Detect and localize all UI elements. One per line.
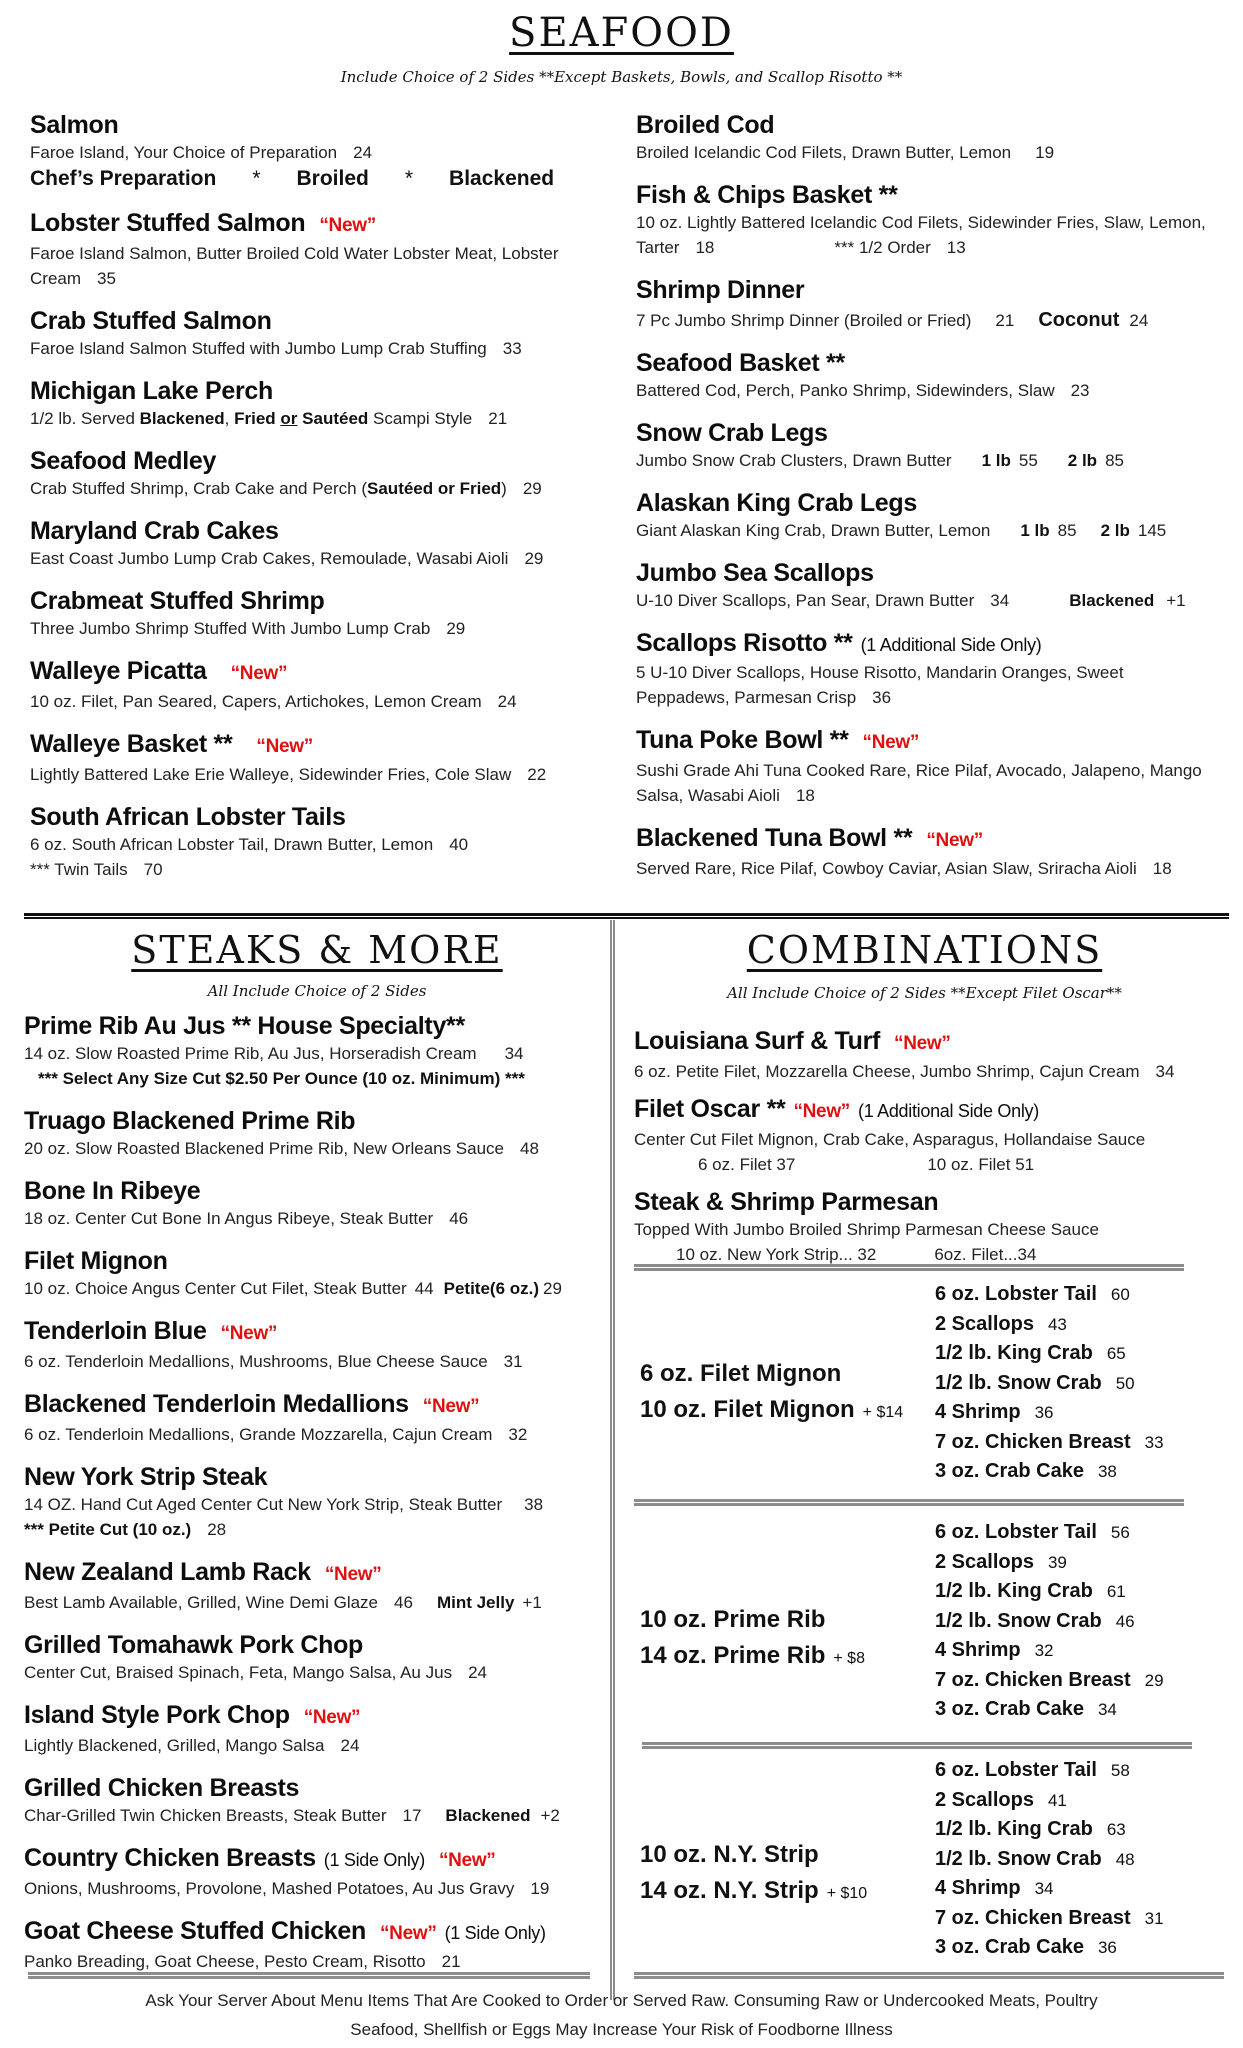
menu-item	[30, 729, 610, 787]
item-name: Louisiana Surf & Turf “New”	[634, 1027, 951, 1055]
item-desc: Char-Grilled Twin Chicken Breasts, Steak Butter 17 Blackened +2	[24, 1806, 560, 1825]
item-price: 21	[995, 311, 1015, 330]
item-price: 24	[468, 1663, 487, 1682]
addon-item: 1/2 lb. King Crab 63	[935, 1818, 1126, 1840]
item-desc: Jumbo Snow Crab Clusters, Drawn Butter 1 lb 55 2 lb 85	[636, 451, 1124, 470]
menu-item	[24, 1011, 610, 1091]
combo-grid-filet	[640, 1276, 1200, 1491]
item-name: Michigan Lake Perch	[30, 377, 273, 405]
item-price: 17	[402, 1806, 422, 1825]
menu-item	[30, 802, 610, 882]
menu-item	[24, 1316, 610, 1374]
item-desc: 10 oz. Choice Angus Center Cut Filet, Steak Butter 44 Petite(6 oz.) 29	[24, 1279, 562, 1298]
menu-item	[636, 180, 1226, 260]
side-note: (1 Additional Side Only)	[858, 1101, 1039, 1121]
combo-base: 10 oz. Prime Rib 14 oz. Prime Rib + $8	[640, 1606, 865, 1669]
combo-divider	[634, 1499, 1184, 1506]
item-price: 22	[527, 765, 547, 784]
addon-item: 2 Scallops 39	[935, 1550, 1067, 1573]
steaks-column	[24, 1011, 610, 1989]
item-price: 24	[340, 1736, 360, 1755]
item-name: Fish & Chips Basket **	[636, 181, 898, 209]
item-price: 18	[795, 786, 815, 805]
menu-item	[24, 1106, 610, 1161]
item-name: Steak & Shrimp Parmesan	[634, 1188, 939, 1216]
item-desc: Giant Alaskan King Crab, Drawn Butter, Lemon 1 lb 85 2 lb 145	[636, 521, 1167, 540]
upcharge: + $10	[826, 1885, 868, 1902]
item-price: 38	[524, 1495, 544, 1514]
item-desc: Battered Cod, Perch, Panko Shrimp, Sidewinders, Slaw 23	[636, 381, 1090, 400]
item-desc: Topped With Jumbo Broiled Shrimp Parmesan Cheese Sauce	[634, 1220, 1099, 1239]
item-name: Seafood Medley	[30, 447, 217, 475]
item-desc: 1/2 lb. Served Blackened, Fried or Sautéed Scampi Style 21	[30, 409, 508, 428]
new-badge: “New”	[422, 1396, 480, 1417]
item-price: 34	[504, 1044, 524, 1063]
combo-base: 6 oz. Filet Mignon 10 oz. Filet Mignon + $14	[640, 1360, 904, 1423]
new-badge: “New”	[438, 1850, 496, 1871]
menu-item	[30, 208, 610, 291]
item-desc: Center Cut, Braised Spinach, Feta, Mango Salsa, Au Jus 24	[24, 1663, 487, 1682]
item-price: 21	[488, 409, 508, 428]
item-price: 19	[530, 1879, 550, 1898]
menu-item	[636, 823, 1226, 881]
item-extra: *** 1/2 Order	[834, 238, 931, 257]
item-price: 34	[990, 591, 1010, 610]
item-desc: Faroe Island Salmon, Butter Broiled Cold Water Lobster Meat, Lobster Cream 35	[30, 244, 559, 288]
menu-item	[634, 1187, 1229, 1267]
item-name: Prime Rib Au Jus ** House Specialty**	[24, 1012, 465, 1040]
item-price: 48	[520, 1139, 539, 1158]
menu-item	[636, 558, 1226, 613]
combo-grid-ny-strip	[640, 1752, 1200, 1967]
item-name: Seafood Basket **	[636, 349, 845, 377]
item-name: Walleye Basket ** “New”	[30, 730, 313, 758]
item-name: Truago Blackened Prime Rib	[24, 1107, 356, 1135]
new-badge: “New”	[324, 1564, 382, 1585]
item-name: Grilled Tomahawk Pork Chop	[24, 1631, 364, 1659]
menu-item	[636, 628, 1226, 710]
addon-item: 4 Shrimp 32	[935, 1639, 1054, 1661]
item-desc: U-10 Diver Scallops, Pan Sear, Drawn Butter 34 Blackened +1	[636, 591, 1186, 610]
item-desc: 5 U-10 Diver Scallops, House Risotto, Mandarin Oranges, Sweet Peppadews, Parmesan Crisp 36	[636, 663, 1124, 707]
addon-item: 1/2 lb. King Crab 61	[935, 1580, 1126, 1602]
item-name: Filet Oscar ** “New” (1 Additional Side Only)	[634, 1095, 1039, 1123]
item-name: Country Chicken Breasts (1 Side Only) “New”	[24, 1844, 496, 1872]
item-price: 23	[1070, 381, 1090, 400]
item-desc: Served Rare, Rice Pilaf, Cowboy Caviar, Asian Slaw, Sriracha Aioli 18	[636, 859, 1172, 878]
item-desc: Faroe Island, Your Choice of Preparation 24	[30, 143, 373, 162]
menu-item	[30, 656, 610, 714]
item-price: 24	[497, 692, 517, 711]
new-badge: “New”	[256, 736, 313, 757]
seafood-right-column	[636, 110, 1226, 896]
menu-item	[30, 110, 610, 193]
combo-addons	[935, 1518, 1164, 1725]
section-divider	[24, 913, 1229, 919]
seafood-left-column	[30, 110, 610, 897]
addon-item: 2 Scallops 43	[935, 1312, 1067, 1335]
item-desc: 14 OZ. Hand Cut Aged Center Cut New York Strip, Steak Butter 38	[24, 1495, 544, 1514]
menu-item	[634, 1094, 1229, 1177]
menu-item	[636, 275, 1226, 333]
item-desc: 6 oz. Tenderloin Medallions, Grande Mozzarella, Cajun Cream 32	[24, 1425, 528, 1444]
food-safety-disclaimer: Ask Your Server About Menu Items That Are Cooked to Order or Served Raw. Consuming Raw or Undercooked Meats, Poultry Seafood, Shellfish or Eggs May Increase Your Risk of Foodborne Illness	[145, 1991, 1098, 2039]
menu-item	[636, 110, 1226, 165]
item-desc: Broiled Icelandic Cod Filets, Drawn Butter, Lemon 19	[636, 143, 1055, 162]
side-note: (1 Side Only)	[444, 1923, 546, 1943]
item-name: Scallops Risotto ** (1 Additional Side Only)	[636, 629, 1042, 657]
upcharge: + $14	[862, 1404, 904, 1421]
addon-item: 4 Shrimp 36	[935, 1401, 1054, 1423]
item-price: 31	[503, 1352, 523, 1371]
item-desc: Crab Stuffed Shrimp, Crab Cake and Perch (Sautéed or Fried) 29	[30, 479, 542, 498]
item-desc: Sushi Grade Ahi Tuna Cooked Rare, Rice Pilaf, Avocado, Jalapeno, Mango Salsa, Wasabi Aioli 18	[636, 761, 1202, 805]
item-name: Alaskan King Crab Legs	[636, 489, 917, 517]
combinations-title: COMBINATIONS	[746, 928, 1103, 972]
item-name: Goat Cheese Stuffed Chicken “New” (1 Side Only)	[24, 1917, 546, 1945]
addon-item: 1/2 lb. Snow Crab 48	[935, 1847, 1135, 1870]
item-desc: 6 oz. Tenderloin Medallions, Mushrooms, Blue Cheese Sauce 31	[24, 1352, 523, 1371]
seafood-title: SEAFOOD	[509, 10, 734, 56]
item-desc: Faroe Island Salmon Stuffed with Jumbo Lump Crab Stuffing 33	[30, 339, 522, 358]
addon-item: 6 oz. Lobster Tail 60	[935, 1283, 1130, 1305]
menu-item	[24, 1630, 610, 1685]
addon-item: 3 oz. Crab Cake 36	[935, 1936, 1117, 1958]
item-name: Walleye Picatta “New”	[30, 657, 288, 685]
item-price: 21	[441, 1952, 461, 1971]
menu-item	[24, 1916, 610, 1974]
combo-base: 10 oz. N.Y. Strip 14 oz. N.Y. Strip + $10	[640, 1841, 868, 1904]
item-price: 46	[449, 1209, 469, 1228]
preparation-options: Chef’s Preparation * Broiled * Blackened	[30, 167, 555, 190]
combinations-subtitle: All Include Choice of 2 Sides **Except Filet Oscar**	[727, 984, 1122, 1002]
item-extra: *** Select Any Size Cut $2.50 Per Ounce (10 oz. Minimum) ***	[38, 1069, 525, 1088]
item-name: Filet Mignon	[24, 1247, 168, 1275]
item-desc: Onions, Mushrooms, Provolone, Mashed Potatoes, Au Jus Gravy 19	[24, 1879, 550, 1898]
combo-grid-prime-rib	[640, 1512, 1200, 1737]
new-badge: “New”	[862, 732, 920, 753]
item-desc: 20 oz. Slow Roasted Blackened Prime Rib, New Orleans Sauce 48	[24, 1139, 539, 1158]
menu-item	[24, 1176, 610, 1231]
item-name: Island Style Pork Chop “New”	[24, 1701, 361, 1729]
addon-item: 3 oz. Crab Cake 38	[935, 1460, 1117, 1482]
new-badge: “New”	[220, 1323, 278, 1344]
menu-item	[30, 376, 610, 431]
item-price: 33	[502, 339, 522, 358]
combinations-column	[634, 1026, 1229, 1282]
side-note: (1 Additional Side Only)	[860, 635, 1042, 655]
menu-item	[30, 446, 610, 501]
item-name: Jumbo Sea Scallops	[636, 559, 874, 587]
item-name: Shrimp Dinner	[636, 276, 805, 304]
item-name: New York Strip Steak	[24, 1463, 268, 1491]
menu-item	[636, 725, 1226, 808]
item-name: Blackened Tuna Bowl ** “New”	[636, 824, 983, 852]
menu-item	[636, 348, 1226, 403]
menu-item	[634, 1026, 1229, 1084]
new-badge: “New”	[379, 1923, 437, 1944]
item-price: 40	[449, 835, 469, 854]
column-divider	[610, 920, 615, 2000]
item-price: 29	[524, 549, 544, 568]
combo-addons	[935, 1280, 1164, 1487]
item-desc: Three Jumbo Shrimp Stuffed With Jumbo Lump Crab 29	[30, 619, 466, 638]
new-badge: “New”	[894, 1033, 951, 1054]
menu-item	[24, 1557, 610, 1615]
menu-item	[24, 1389, 610, 1447]
item-desc: 14 oz. Slow Roasted Prime Rib, Au Jus, Horseradish Cream 34	[24, 1044, 524, 1063]
item-name: Snow Crab Legs	[636, 419, 828, 447]
item-name: Lobster Stuffed Salmon “New”	[30, 209, 376, 237]
item-name: Salmon	[30, 111, 119, 139]
menu-item	[636, 418, 1226, 473]
addon-item: 3 oz. Crab Cake 34	[935, 1698, 1117, 1720]
menu-item	[30, 516, 610, 571]
new-badge: “New”	[319, 215, 376, 236]
item-desc: 7 Pc Jumbo Shrimp Dinner (Broiled or Fried) 21 Coconut 24	[636, 309, 1149, 331]
steaks-bottom-divider	[28, 1972, 590, 1979]
combo-addons	[935, 1756, 1164, 1963]
item-name: Maryland Crab Cakes	[30, 517, 279, 545]
new-badge: “New”	[926, 830, 983, 851]
addon-item: 1/2 lb. Snow Crab 50	[935, 1371, 1135, 1394]
item-name: Tuna Poke Bowl ** “New”	[636, 726, 920, 754]
combo-divider	[642, 1742, 1192, 1749]
menu-item	[24, 1700, 610, 1758]
combo-divider	[634, 1972, 1224, 1979]
item-price: 34	[1155, 1062, 1175, 1081]
item-price: 24	[353, 143, 373, 162]
item-price: 36	[872, 688, 892, 707]
addon-item: 1/2 lb. Snow Crab 46	[935, 1609, 1135, 1632]
item-price: 18	[695, 238, 715, 257]
item-price: 29	[446, 619, 466, 638]
addon-item: 2 Scallops 41	[935, 1788, 1067, 1811]
side-note: (1 Side Only)	[323, 1850, 425, 1870]
steaks-title: STEAKS & MORE	[131, 928, 503, 972]
item-desc: 10 oz. Filet, Pan Seared, Capers, Artichokes, Lemon Cream 24	[30, 692, 517, 711]
item-extra: *** Twin Tails 70	[30, 860, 163, 879]
item-desc: Center Cut Filet Mignon, Crab Cake, Asparagus, Hollandaise Sauce	[634, 1130, 1146, 1149]
item-name: Tenderloin Blue “New”	[24, 1317, 278, 1345]
addon-item: 4 Shrimp 34	[935, 1877, 1054, 1899]
item-desc: 6 oz. South African Lobster Tail, Drawn Butter, Lemon 40	[30, 835, 469, 854]
item-price: 46	[394, 1593, 413, 1612]
item-name: Grilled Chicken Breasts	[24, 1774, 300, 1802]
item-desc: Best Lamb Available, Grilled, Wine Demi Glaze 46 Mint Jelly +1	[24, 1593, 542, 1612]
item-options: 10 oz. New York Strip... 32 6oz. Filet...34	[676, 1245, 1037, 1264]
item-desc: Panko Breading, Goat Cheese, Pesto Cream, Risotto 21	[24, 1952, 461, 1971]
addon-item: 7 oz. Chicken Breast 31	[935, 1906, 1164, 1929]
menu-item	[24, 1773, 610, 1828]
item-extra: *** Petite Cut (10 oz.) 28	[24, 1520, 227, 1539]
item-options: 6 oz. Filet 37 10 oz. Filet 51	[698, 1155, 1035, 1174]
item-price: 18	[1152, 859, 1172, 878]
item-desc: 6 oz. Petite Filet, Mozzarella Cheese, Jumbo Shrimp, Cajun Cream 34	[634, 1062, 1175, 1081]
item-price: 29	[522, 479, 542, 498]
item-name: Crab Stuffed Salmon	[30, 307, 272, 335]
item-name: Broiled Cod	[636, 111, 775, 139]
menu-item	[30, 306, 610, 361]
item-desc: 10 oz. Lightly Battered Icelandic Cod Filets, Sidewinder Fries, Slaw, Lemon, Tarter 18 *** 1/2 Order 13	[636, 213, 1206, 257]
item-desc: Lightly Blackened, Grilled, Mango Salsa 24	[24, 1736, 360, 1755]
item-price: 44	[414, 1279, 434, 1298]
menu-item	[24, 1843, 610, 1901]
item-name: Blackened Tenderloin Medallions “New”	[24, 1390, 480, 1418]
addon-item: 6 oz. Lobster Tail 58	[935, 1759, 1130, 1781]
addon-item: 6 oz. Lobster Tail 56	[935, 1521, 1130, 1543]
seafood-subtitle: Include Choice of 2 Sides **Except Baskets, Bowls, and Scallop Risotto **	[340, 68, 903, 86]
addon-item: 1/2 lb. King Crab 65	[935, 1342, 1126, 1364]
new-badge: “New”	[230, 663, 288, 684]
addon-item: 7 oz. Chicken Breast 33	[935, 1430, 1164, 1453]
item-desc: East Coast Jumbo Lump Crab Cakes, Remoulade, Wasabi Aioli 29	[30, 549, 544, 568]
new-badge: “New”	[303, 1707, 361, 1728]
new-badge: “New”	[793, 1101, 851, 1122]
item-price: 19	[1035, 143, 1055, 162]
item-desc: 18 oz. Center Cut Bone In Angus Ribeye, Steak Butter 46	[24, 1209, 469, 1228]
item-price: 32	[508, 1425, 528, 1444]
menu-item	[636, 488, 1226, 543]
item-name: South African Lobster Tails	[30, 803, 346, 831]
steaks-subtitle: All Include Choice of 2 Sides	[207, 982, 427, 1000]
combo-divider	[634, 1264, 1184, 1271]
menu-item	[24, 1462, 610, 1542]
upcharge: + $8	[833, 1650, 865, 1667]
addon-item: 7 oz. Chicken Breast 29	[935, 1668, 1164, 1691]
item-name: Bone In Ribeye	[24, 1177, 201, 1205]
menu-item	[24, 1246, 610, 1301]
menu-item	[30, 586, 610, 641]
item-price: 35	[97, 269, 116, 288]
item-desc: Lightly Battered Lake Erie Walleye, Sidewinder Fries, Cole Slaw 22	[30, 765, 547, 784]
item-name: Crabmeat Stuffed Shrimp	[30, 587, 325, 615]
item-name: New Zealand Lamb Rack “New”	[24, 1558, 382, 1586]
